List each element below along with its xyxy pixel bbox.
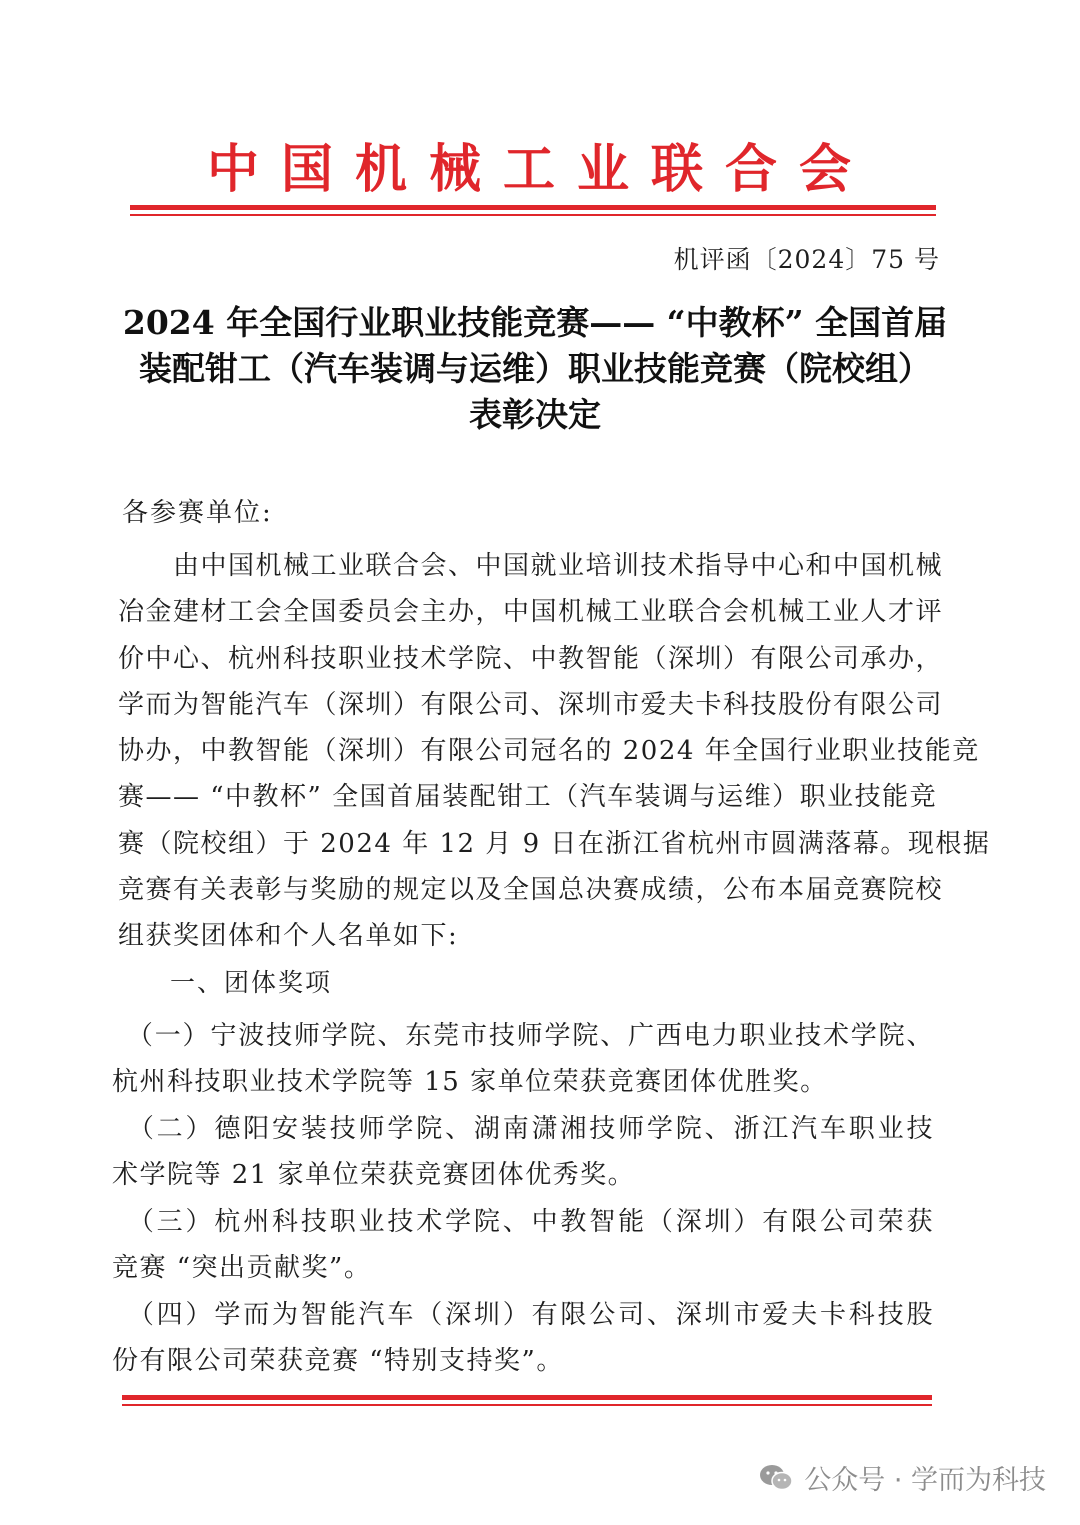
award-list — [112, 1013, 934, 1385]
award-item — [112, 1106, 934, 1198]
award-line: （三）杭州科技职业技术学院、中教智能（深圳）有限公司荣获 — [112, 1207, 934, 1237]
header-divider-thin — [130, 214, 936, 216]
body-line: 冶金建材工会全国委员会主办，中国机械工业联合会机械工业人才评 — [118, 597, 944, 628]
body-line: 竞赛有关表彰与奖励的规定以及全国总决赛成绩，公布本届竞赛院校 — [118, 875, 944, 906]
award-line: 术学院等 21 家单位荣获竞赛团体优秀奖。 — [112, 1160, 636, 1190]
watermark — [758, 1458, 1046, 1497]
body-line: 组获奖团体和个人名单如下: — [118, 921, 459, 952]
body-line: 赛（院校组）于 2024 年 12 月 9 日在浙江省杭州市圆满落幕。现根据 — [118, 828, 991, 859]
header-divider — [130, 205, 936, 216]
body-line: 价中心、杭州科技职业技术学院、中教智能（深圳）有限公司承办， — [118, 643, 944, 674]
award-item — [112, 1292, 934, 1384]
body-line: 协办，中教智能（深圳）有限公司冠名的 2024 年全国行业职业技能竞 — [118, 736, 980, 767]
footer-divider-thin — [122, 1404, 932, 1406]
wechat-icon — [758, 1463, 794, 1493]
award-line: （二）德阳安装技师学院、湖南潇湘技师学院、浙江汽车职业技 — [112, 1114, 934, 1144]
body-line: 赛—— “中教杯” 全国首届装配钳工（汽车装调与运维）职业技能竞 — [118, 782, 938, 813]
watermark-text: 公众号 · 学而为科技 — [804, 1465, 1046, 1496]
footer-divider — [122, 1395, 932, 1406]
body-paragraph — [118, 543, 991, 960]
document-title — [120, 300, 950, 438]
title-line: 2024 年全国行业职业技能竞赛—— “中教杯” 全国首届 — [122, 303, 948, 342]
award-item — [112, 1013, 934, 1105]
award-item — [112, 1199, 934, 1291]
award-line: 竞赛 “突出贡献奖”。 — [112, 1253, 372, 1283]
award-line: 杭州科技职业技术学院等 15 家单位荣获竞赛团体优胜奖。 — [112, 1067, 828, 1097]
body-line: 学而为智能汽车（深圳）有限公司、深圳市爱夫卡科技股份有限公司 — [118, 689, 944, 720]
header-divider-thick — [130, 205, 936, 210]
letterhead-title: 中国机械工业联合会 — [206, 140, 873, 200]
title-line: 表彰决定 — [469, 395, 601, 434]
document-number: 机评函〔2024〕75 号 — [673, 245, 940, 274]
award-line: （四）学而为智能汽车（深圳）有限公司、深圳市爱夫卡科技股 — [112, 1300, 934, 1330]
award-line: 份有限公司荣获竞赛 “特别支持奖”。 — [112, 1346, 564, 1376]
section-heading: 一、团体奖项 — [170, 968, 333, 997]
award-line: （一）宁波技师学院、东莞市技师学院、广西电力职业技术学院、 — [112, 1021, 934, 1051]
salutation: 各参赛单位: — [122, 498, 273, 528]
title-line: 装配钳工（汽车装调与运维）职业技能竞赛（院校组） — [139, 349, 931, 388]
body-line: 由中国机械工业联合会、中国就业培训技术指导中心和中国机械 — [118, 551, 944, 581]
footer-divider-thick — [122, 1395, 932, 1400]
